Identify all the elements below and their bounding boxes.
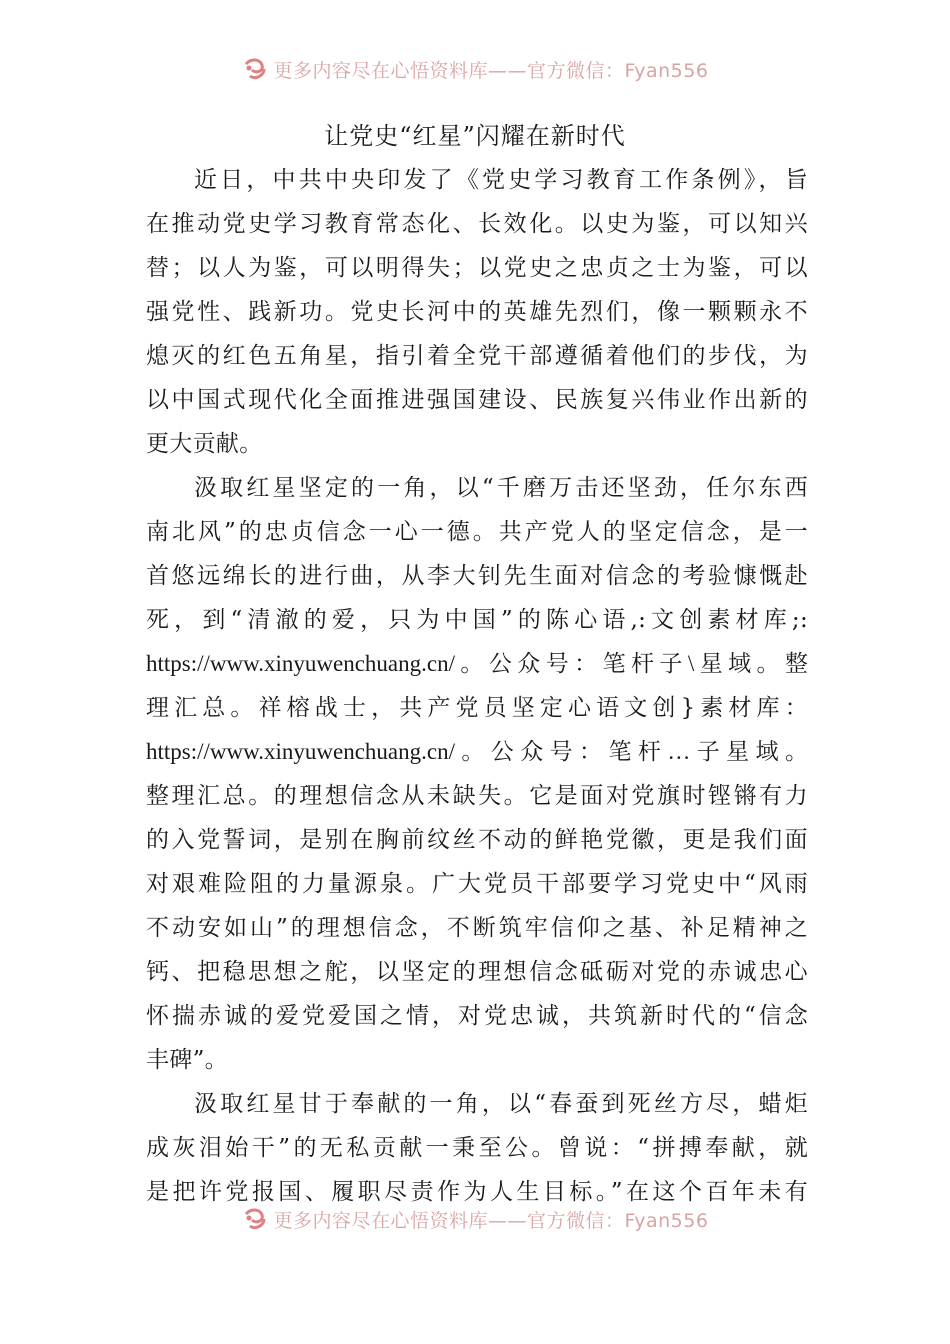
text-line: 汲取红星甘于奉献的一角，以“春蚕到死丝方尽，蜡炬 bbox=[194, 1091, 808, 1117]
paragraph-1 bbox=[146, 158, 808, 466]
text-line: 强党性、践新功。党史长河中的英雄先烈们，像一颗颗永不 bbox=[146, 299, 808, 325]
text-line: 首悠远绵长的进行曲，从李大钊先生面对信念的考验慷慨赴 bbox=[146, 563, 808, 589]
text-line: 近日，中共中央印发了《党史学习教育工作条例》，旨 bbox=[194, 167, 808, 193]
text-line: 南北风”的忠贞信念一心一德。共产党人的坚定信念，是一 bbox=[146, 519, 808, 545]
text-line: 理汇总。祥榕战士，共产党员坚定心语文创}素材库： bbox=[146, 695, 808, 721]
watermark-logo-icon bbox=[242, 1206, 268, 1232]
watermark-text: 更多内容尽在心悟资料库——官方微信：Fyan556 bbox=[273, 60, 709, 82]
text-line: 的入党誓词，是别在胸前纹丝不动的鲜艳党徽，更是我们面 bbox=[146, 827, 808, 853]
text-line: 是把许党报国、履职尽责作为人生目标。”在这个百年未有 bbox=[146, 1179, 808, 1205]
text-line: 死，到“清澈的爱，只为中国”的陈心语,:文创素材库;: bbox=[146, 607, 808, 633]
watermark-text: 更多内容尽在心悟资料库——官方微信：Fyan556 bbox=[273, 1210, 709, 1232]
text-line: 怀揣赤诚的爱党爱国之情，对党忠诚，共筑新时代的“信念 bbox=[146, 1003, 808, 1029]
header-watermark bbox=[0, 52, 950, 92]
paragraph-2 bbox=[146, 466, 808, 1082]
text-line: 整理汇总。的理想信念从未缺失。它是面对党旗时铿锵有力 bbox=[146, 783, 808, 809]
text-line: 钙、把稳思想之舵，以坚定的理想信念砥砺对党的赤诚忠心 bbox=[146, 959, 808, 985]
paragraph-3 bbox=[146, 1082, 808, 1214]
text-line: 丰碑”。 bbox=[146, 1047, 228, 1073]
text-line: 熄灭的红色五角星，指引着全党干部遵循着他们的步伐，为 bbox=[146, 343, 808, 369]
text-line: 替；以人为鉴，可以明得失；以党史之忠贞之士为鉴，可以 bbox=[146, 255, 808, 281]
text-line: 成灰泪始干”的无私贡献一秉至公。曾说：“拼搏奉献，就 bbox=[146, 1135, 808, 1161]
watermark-logo-icon bbox=[242, 56, 268, 82]
text-line: 以中国式现代化全面推进强国建设、民族复兴伟业作出新的 bbox=[146, 387, 808, 413]
text-line: 更大贡献。 bbox=[146, 431, 263, 457]
document-title: 让党史“红星”闪耀在新时代 bbox=[324, 122, 626, 150]
text-line: 汲取红星坚定的一角，以“千磨万击还坚劲，任尔东西 bbox=[194, 475, 808, 501]
document-body bbox=[146, 158, 808, 1214]
footer-watermark bbox=[0, 1202, 950, 1242]
text-line: 在推动党史学习教育常态化、长效化。以史为鉴，可以知兴 bbox=[146, 211, 808, 237]
text-line-url: https://www.xinyuwenchuang.cn/。公众号：笔杆子\星域。整 bbox=[146, 651, 808, 676]
text-line-url: https://www.xinyuwenchuang.cn/。公众号：笔杆…子星域。 bbox=[146, 739, 808, 764]
text-line: 不动安如山”的理想信念，不断筑牢信仰之基、补足精神之 bbox=[146, 915, 808, 941]
text-line: 对艰难险阻的力量源泉。广大党员干部要学习党史中“风雨 bbox=[146, 871, 808, 897]
